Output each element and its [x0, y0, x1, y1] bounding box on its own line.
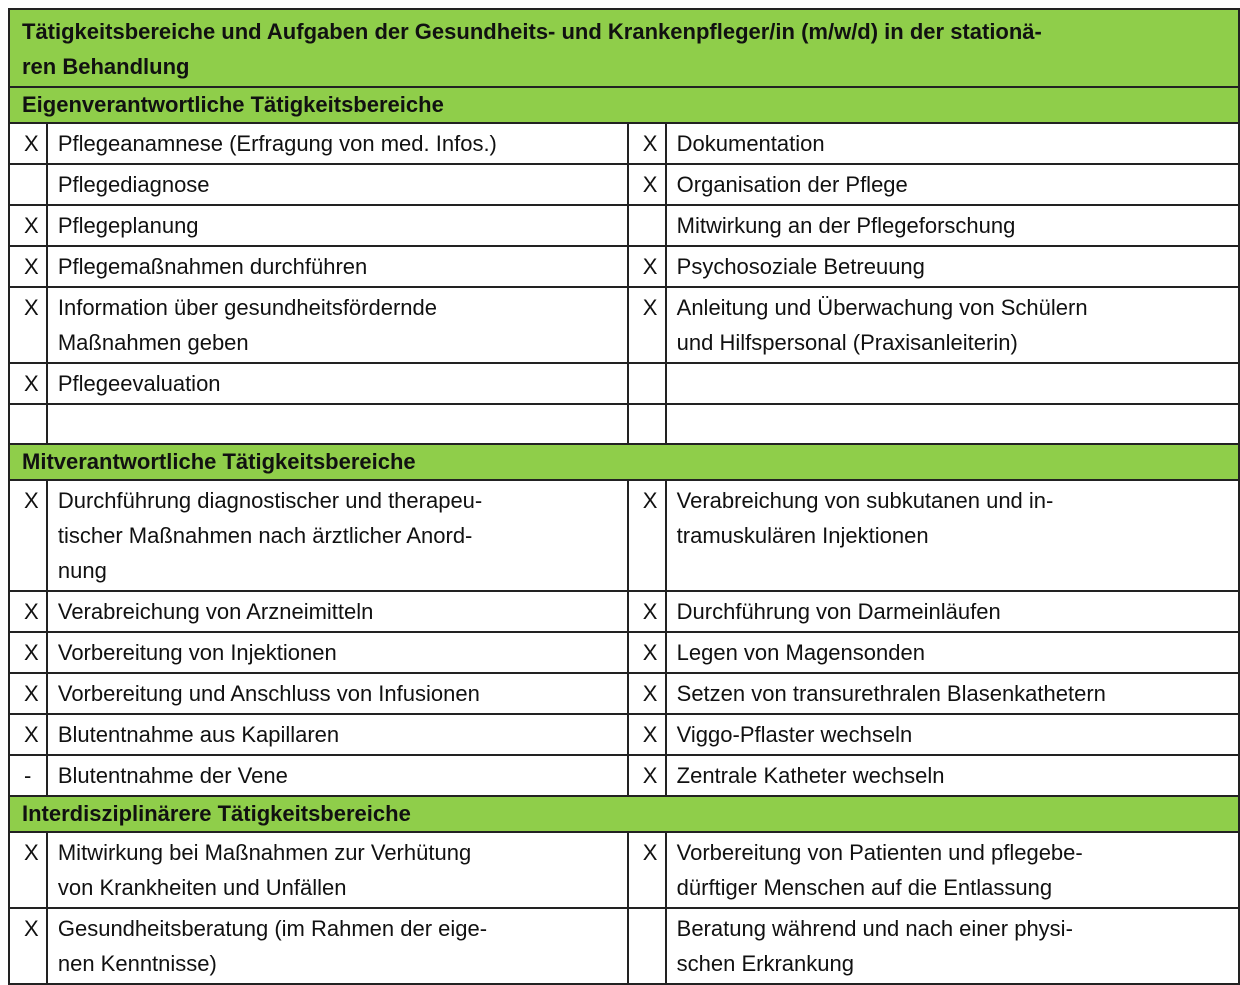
mark-cell: X: [9, 363, 47, 404]
table-row: [9, 205, 1239, 246]
mark-cell: X: [628, 480, 666, 591]
task-cell: Psychosoziale Betreuung: [666, 246, 1239, 287]
mark-cell: X: [9, 123, 47, 164]
task-cell: Durchführung diagnostischer und therapeu- tischer Maßnahmen nach ärztlicher Anord- nung: [47, 480, 628, 591]
mark-cell: X: [9, 591, 47, 632]
task-cell: Organisation der Pflege: [666, 164, 1239, 205]
task-cell: Gesundheitsberatung (im Rahmen der eige- nen Kenntnisse): [47, 908, 628, 984]
task-cell: Anleitung und Überwachung von Schülern und Hilfspersonal (Praxisanleiterin): [666, 287, 1239, 363]
mark-cell: -: [9, 755, 47, 796]
task-cell: Vorbereitung von Patienten und pflegebe- dürftiger Menschen auf die Entlassung: [666, 832, 1239, 908]
section-heading: Interdisziplinärere Tätigkeitsbereiche: [9, 796, 1239, 832]
mark-cell: [628, 363, 666, 404]
task-cell: Pflegediagnose: [47, 164, 628, 205]
task-cell: Verabreichung von Arzneimitteln: [47, 591, 628, 632]
task-cell: Zentrale Katheter wechseln: [666, 755, 1239, 796]
table-row: [9, 832, 1239, 908]
section-heading-row: [9, 796, 1239, 832]
mark-cell: X: [628, 755, 666, 796]
table-row: [9, 363, 1239, 404]
task-cell: Mitwirkung bei Maßnahmen zur Verhütung von Krankheiten und Unfällen: [47, 832, 628, 908]
mark-cell: X: [9, 632, 47, 673]
mark-cell: [628, 404, 666, 444]
task-cell: Blutentnahme aus Kapillaren: [47, 714, 628, 755]
task-cell: Viggo-Pflaster wechseln: [666, 714, 1239, 755]
tasks-table-body: [9, 9, 1239, 984]
mark-cell: X: [628, 673, 666, 714]
mark-cell: X: [9, 832, 47, 908]
table-row: [9, 755, 1239, 796]
table-row: [9, 908, 1239, 984]
mark-cell: X: [9, 480, 47, 591]
mark-cell: X: [628, 287, 666, 363]
table-title: Tätigkeitsbereiche und Aufgaben der Gesundheits- und Krankenpfleger/in (m/w/d) in der stationä- ren Behandlung: [9, 9, 1239, 87]
mark-cell: X: [628, 246, 666, 287]
table-row: [9, 480, 1239, 591]
task-cell: [666, 404, 1239, 444]
table-row: [9, 287, 1239, 363]
mark-cell: X: [9, 908, 47, 984]
section-heading-row: [9, 87, 1239, 123]
tasks-table: [8, 8, 1240, 985]
mark-cell: X: [628, 123, 666, 164]
section-heading-row: [9, 444, 1239, 480]
mark-cell: X: [628, 714, 666, 755]
task-cell: Pflegemaßnahmen durchführen: [47, 246, 628, 287]
task-cell: Verabreichung von subkutanen und in- tramuskulären Injektionen: [666, 480, 1239, 591]
table-row: [9, 164, 1239, 205]
task-cell: [47, 404, 628, 444]
task-cell: Setzen von transurethralen Blasenkathetern: [666, 673, 1239, 714]
task-cell: Beratung während und nach einer physi- schen Erkrankung: [666, 908, 1239, 984]
mark-cell: X: [628, 591, 666, 632]
mark-cell: X: [9, 714, 47, 755]
mark-cell: X: [9, 205, 47, 246]
section-heading: Eigenverantwortliche Tätigkeitsbereiche: [9, 87, 1239, 123]
table-row: [9, 246, 1239, 287]
document-page: [8, 8, 1240, 985]
table-row: [9, 673, 1239, 714]
task-cell: Pflegeevaluation: [47, 363, 628, 404]
task-cell: Pflegeanamnese (Erfragung von med. Infos.): [47, 123, 628, 164]
table-row: [9, 123, 1239, 164]
task-cell: Information über gesundheitsfördernde Maßnahmen geben: [47, 287, 628, 363]
mark-cell: X: [9, 287, 47, 363]
task-cell: Mitwirkung an der Pflegeforschung: [666, 205, 1239, 246]
table-row: [9, 404, 1239, 444]
mark-cell: X: [9, 246, 47, 287]
mark-cell: [628, 205, 666, 246]
mark-cell: [628, 908, 666, 984]
table-title-row: [9, 9, 1239, 87]
table-row: [9, 591, 1239, 632]
mark-cell: X: [628, 632, 666, 673]
table-row: [9, 632, 1239, 673]
task-cell: Pflegeplanung: [47, 205, 628, 246]
task-cell: Dokumentation: [666, 123, 1239, 164]
task-cell: Vorbereitung und Anschluss von Infusionen: [47, 673, 628, 714]
task-cell: Blutentnahme der Vene: [47, 755, 628, 796]
task-cell: Vorbereitung von Injektionen: [47, 632, 628, 673]
task-cell: Durchführung von Darmeinläufen: [666, 591, 1239, 632]
task-cell: [666, 363, 1239, 404]
mark-cell: X: [9, 673, 47, 714]
section-heading: Mitverantwortliche Tätigkeitsbereiche: [9, 444, 1239, 480]
table-row: [9, 714, 1239, 755]
mark-cell: [9, 164, 47, 205]
task-cell: Legen von Magensonden: [666, 632, 1239, 673]
mark-cell: [9, 404, 47, 444]
mark-cell: X: [628, 832, 666, 908]
mark-cell: X: [628, 164, 666, 205]
